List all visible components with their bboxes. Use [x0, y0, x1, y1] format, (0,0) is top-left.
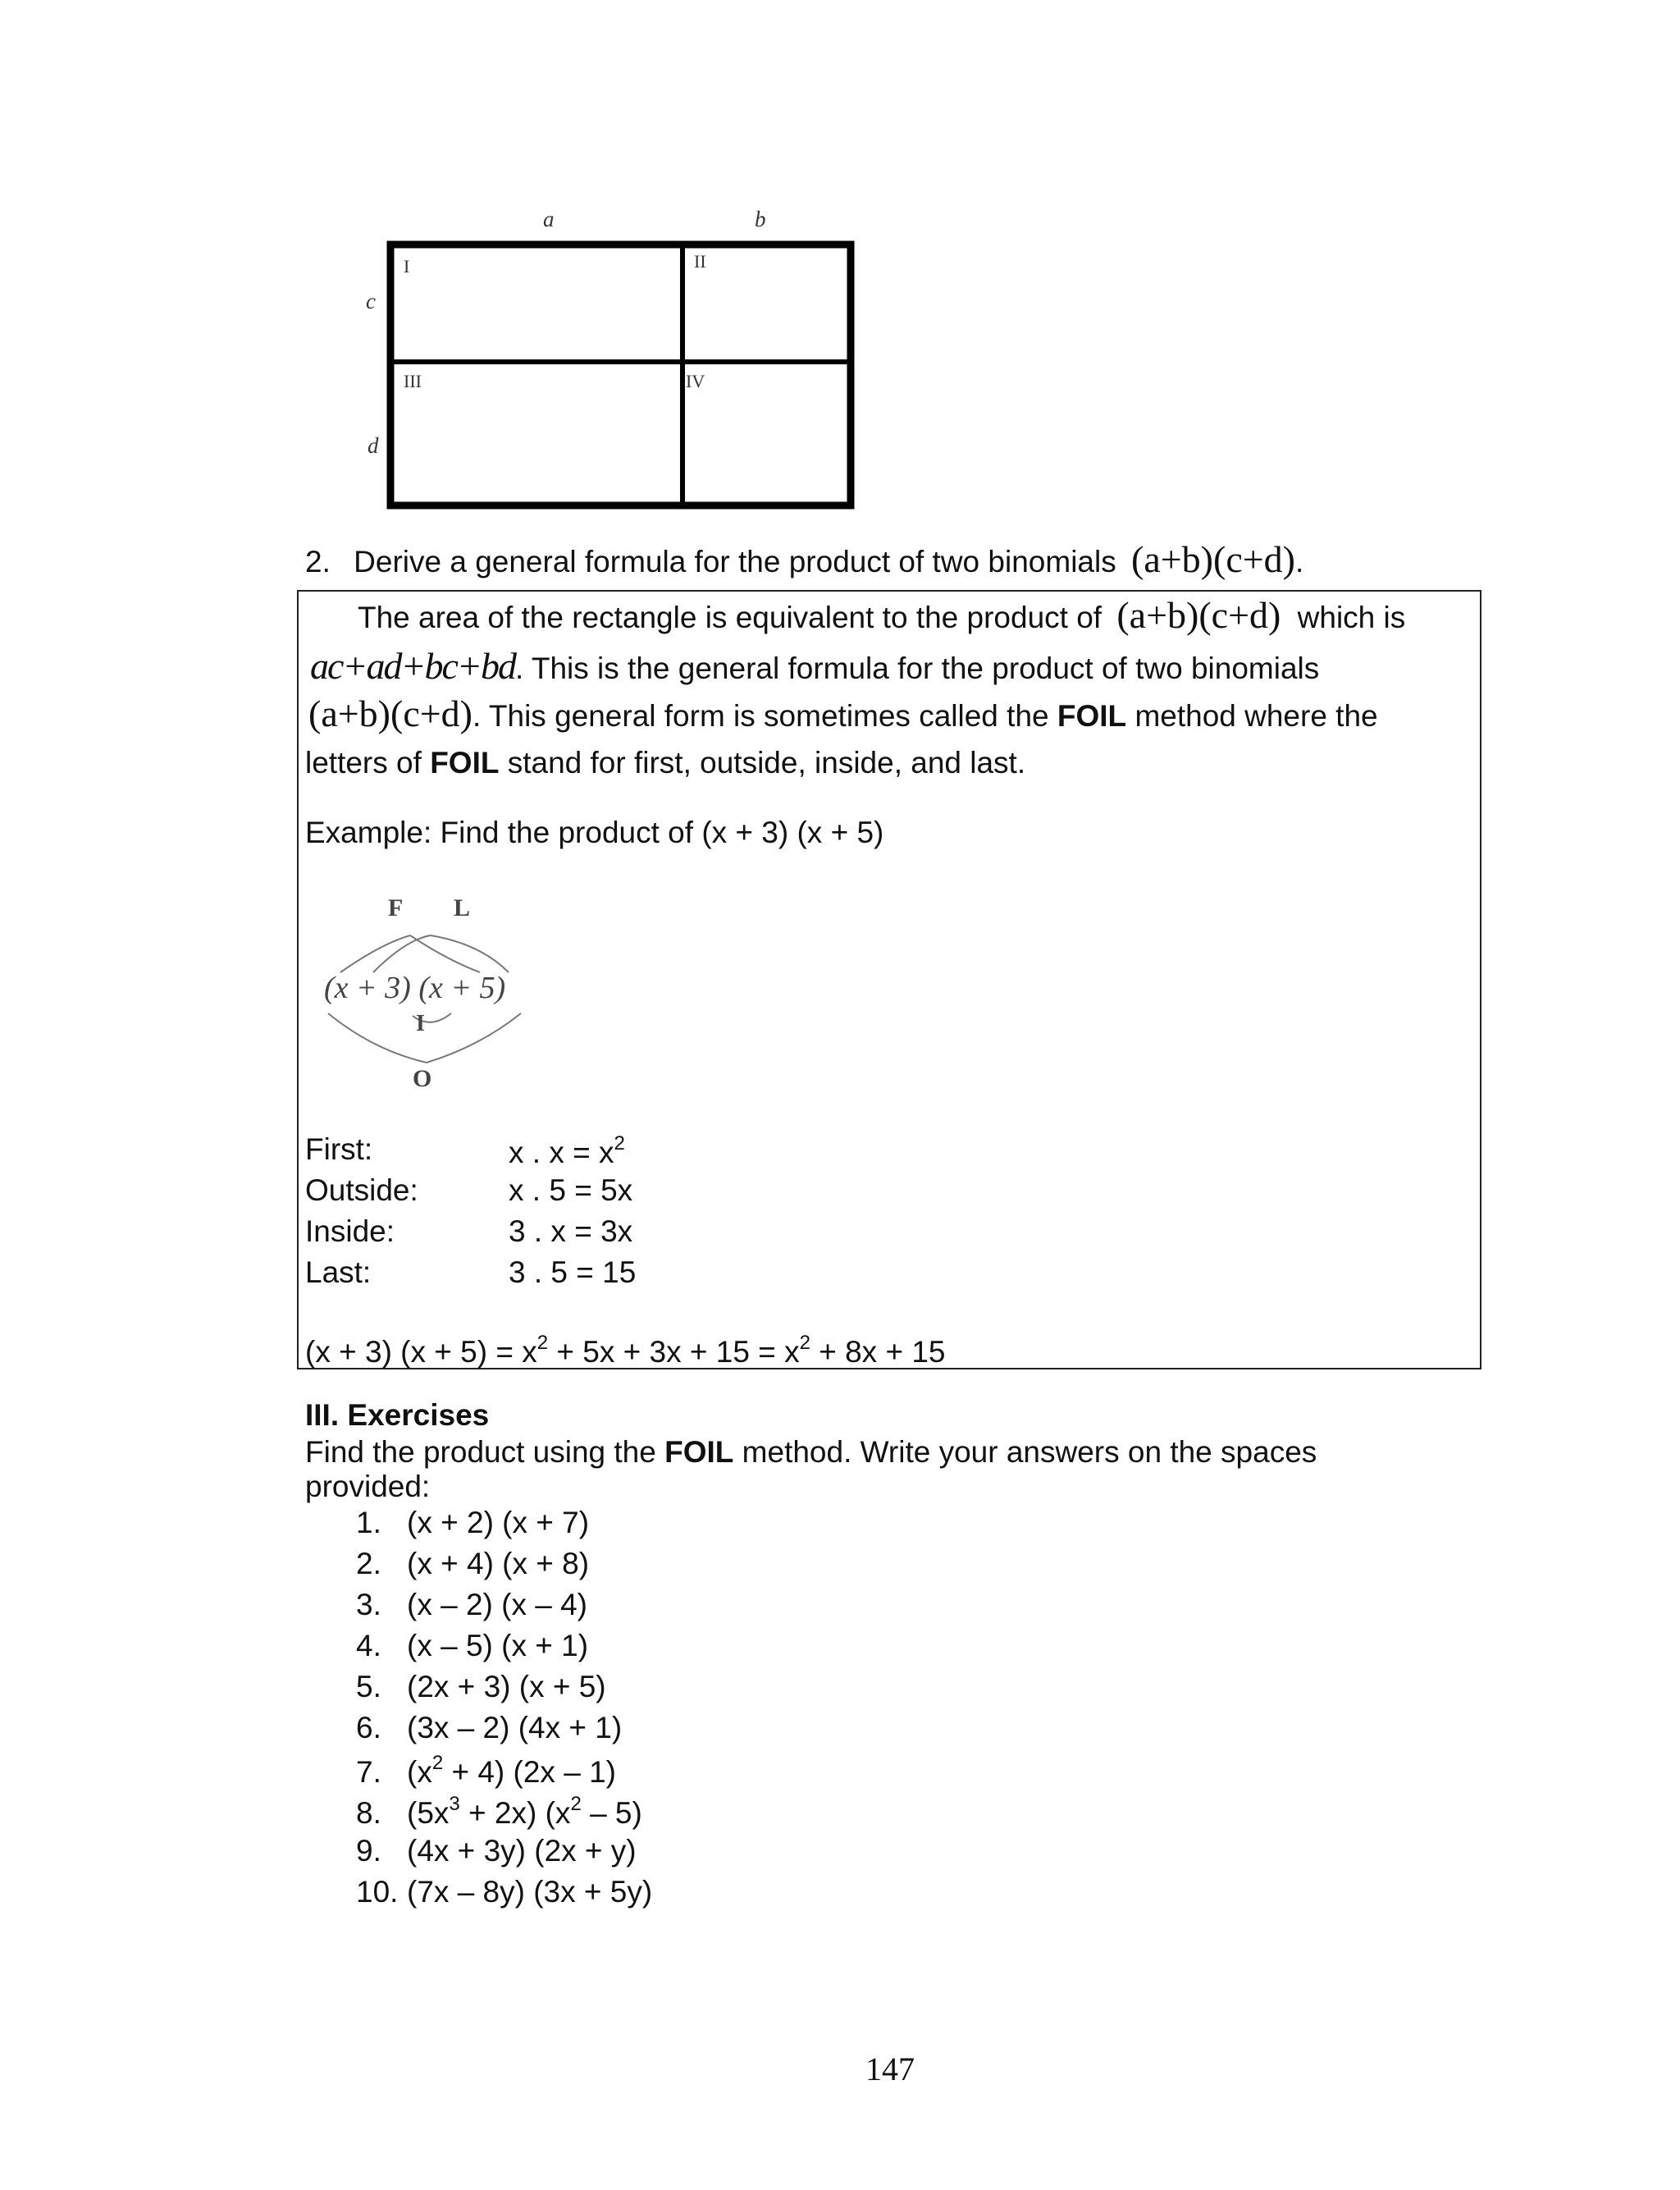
question-number: 2. [305, 545, 331, 578]
exercise-expression-end: – 5) [581, 1796, 642, 1830]
foil-expression: (x + 3) (x + 5) [324, 971, 506, 1005]
region-III: III [404, 371, 422, 391]
step-value-last: 3 . 5 = 15 [509, 1255, 637, 1289]
exercise-number: 7. [356, 1755, 381, 1789]
exercise-number: 9. [356, 1834, 381, 1868]
exercise-number: 4. [356, 1629, 381, 1662]
result-part-b: + 5x + 3x + 15 = x [548, 1335, 800, 1369]
question-text: Derive a general formula for the product of two binomials [354, 545, 1116, 578]
exercise-item [356, 1834, 637, 1868]
answer-line-4-text: letters of [305, 746, 422, 780]
exercise-item [356, 1588, 587, 1622]
exercise-expression: (x + 4) (x + 8) [407, 1547, 590, 1580]
exercise-expression: (x + 2) (x + 7) [407, 1506, 590, 1539]
exercise-number: 10. [356, 1875, 399, 1909]
exercise-expression: (2x + 3) (x + 5) [407, 1670, 606, 1703]
step-label-first: First: [305, 1132, 373, 1166]
step-label-last: Last: [305, 1255, 372, 1289]
region-IV: IV [686, 371, 705, 391]
exercise-number: 1. [356, 1506, 381, 1539]
foil-letter-o: O [413, 1065, 432, 1092]
exercise-expression: (3x – 2) (4x + 1) [407, 1711, 623, 1744]
exercise-expression-rest: + 2x) (x [459, 1796, 571, 1830]
answer-line-3-expression: (a+b)(c+d) [308, 693, 472, 734]
answer-line-1-text: The area of the rectangle is equivalent to the product of [358, 601, 1102, 634]
exercise-exponent: 3 [449, 1793, 460, 1815]
answer-line-1-end: which is [1297, 601, 1406, 634]
exercises-intro-text-b: method. Write your answers on the spaces [742, 1435, 1317, 1469]
exercises-intro-provided: provided: [305, 1470, 431, 1503]
answer-line-3-text-b: method where the [1134, 699, 1378, 733]
label-d: d [368, 433, 379, 458]
exercise-item [356, 1547, 589, 1581]
step-value-first-exponent: 2 [614, 1132, 625, 1154]
exercises-foil-bold: FOIL [664, 1435, 734, 1469]
exercises-intro-text: Find the product using the [305, 1435, 656, 1469]
region-II: II [694, 251, 706, 272]
step-value-inside: 3 . x = 3x [509, 1214, 633, 1248]
answer-line-1 [358, 594, 1406, 636]
step-label-outside: Outside: [305, 1173, 418, 1207]
answer-line-4 [305, 745, 1025, 781]
foil-result [305, 1325, 946, 1370]
exercise-item [356, 1793, 642, 1831]
exercise-number: 8. [356, 1796, 381, 1830]
foil-bold: FOIL [1057, 699, 1127, 733]
exercise-exponent: 2 [431, 1752, 444, 1774]
exercise-number: 6. [356, 1711, 381, 1744]
step-value-outside: x . 5 = 5x [509, 1173, 633, 1207]
answer-line-2 [310, 645, 1320, 687]
exercise-item [356, 1875, 652, 1909]
exercise-number: 3. [356, 1588, 381, 1621]
label-c: c [366, 289, 376, 313]
exercise-item [356, 1752, 616, 1790]
exercise-expression: (7x – 8y) (3x + 5y) [407, 1875, 653, 1909]
answer-line-2-text: . This is the general formula for the product of two binomials [514, 652, 1320, 685]
label-a: a [543, 207, 555, 231]
exercise-number: 5. [356, 1670, 381, 1703]
exercise-exponent-2: 2 [570, 1793, 582, 1815]
question-end: . [1295, 545, 1304, 578]
step-label-inside: Inside: [305, 1214, 395, 1248]
exercises-intro [305, 1434, 1317, 1470]
exercise-expression: (4x + 3y) (2x + y) [407, 1834, 637, 1868]
exercise-expression: (x [407, 1755, 432, 1789]
exercise-number: 2. [356, 1547, 381, 1580]
exercise-item [356, 1506, 589, 1540]
general-formula: ac+ad+bc+bd [310, 645, 515, 687]
foil-bold-2: FOIL [430, 746, 500, 780]
page-number: 147 [865, 2051, 915, 2087]
answer-line-3 [308, 693, 1378, 734]
exercise-expression: (5x [407, 1796, 450, 1830]
exercise-expression-rest: + 4) (2x – 1) [443, 1755, 616, 1789]
result-exponent-2: 2 [799, 1332, 810, 1354]
question-2 [305, 538, 1304, 580]
exercise-item [356, 1711, 622, 1745]
exercise-expression: (x – 2) (x – 4) [407, 1588, 587, 1621]
question-expression: (a+b)(c+d) [1131, 538, 1295, 580]
step-value-first-text: x . x = x [509, 1136, 614, 1169]
result-part-c: + 8x + 15 [810, 1335, 946, 1369]
foil-letter-f: F [388, 894, 404, 921]
result-part-a: (x + 3) (x + 5) = x [305, 1335, 537, 1369]
result-exponent-1: 2 [536, 1332, 549, 1354]
area-model-rectangle [361, 205, 870, 517]
exercise-item [356, 1670, 606, 1704]
answer-line-1-expression: (a+b)(c+d) [1116, 594, 1281, 636]
foil-letter-l: L [454, 894, 471, 921]
area-model-diagram [361, 205, 870, 517]
answer-line-4-text-b: stand for first, outside, inside, and last. [507, 746, 1026, 780]
exercises-heading: III. Exercises [305, 1398, 490, 1432]
region-I: I [404, 256, 410, 277]
exercise-item [356, 1629, 588, 1663]
exercise-expression: (x – 5) (x + 1) [407, 1629, 589, 1662]
example-text: Example: Find the product of (x + 3) (x + 5) [305, 816, 884, 849]
step-value-first [509, 1132, 625, 1170]
foil-diagram [316, 894, 546, 1100]
foil-letter-i: I [416, 1011, 425, 1036]
label-b: b [755, 207, 766, 231]
answer-line-3-text: . This general form is sometimes called the [472, 699, 1049, 733]
